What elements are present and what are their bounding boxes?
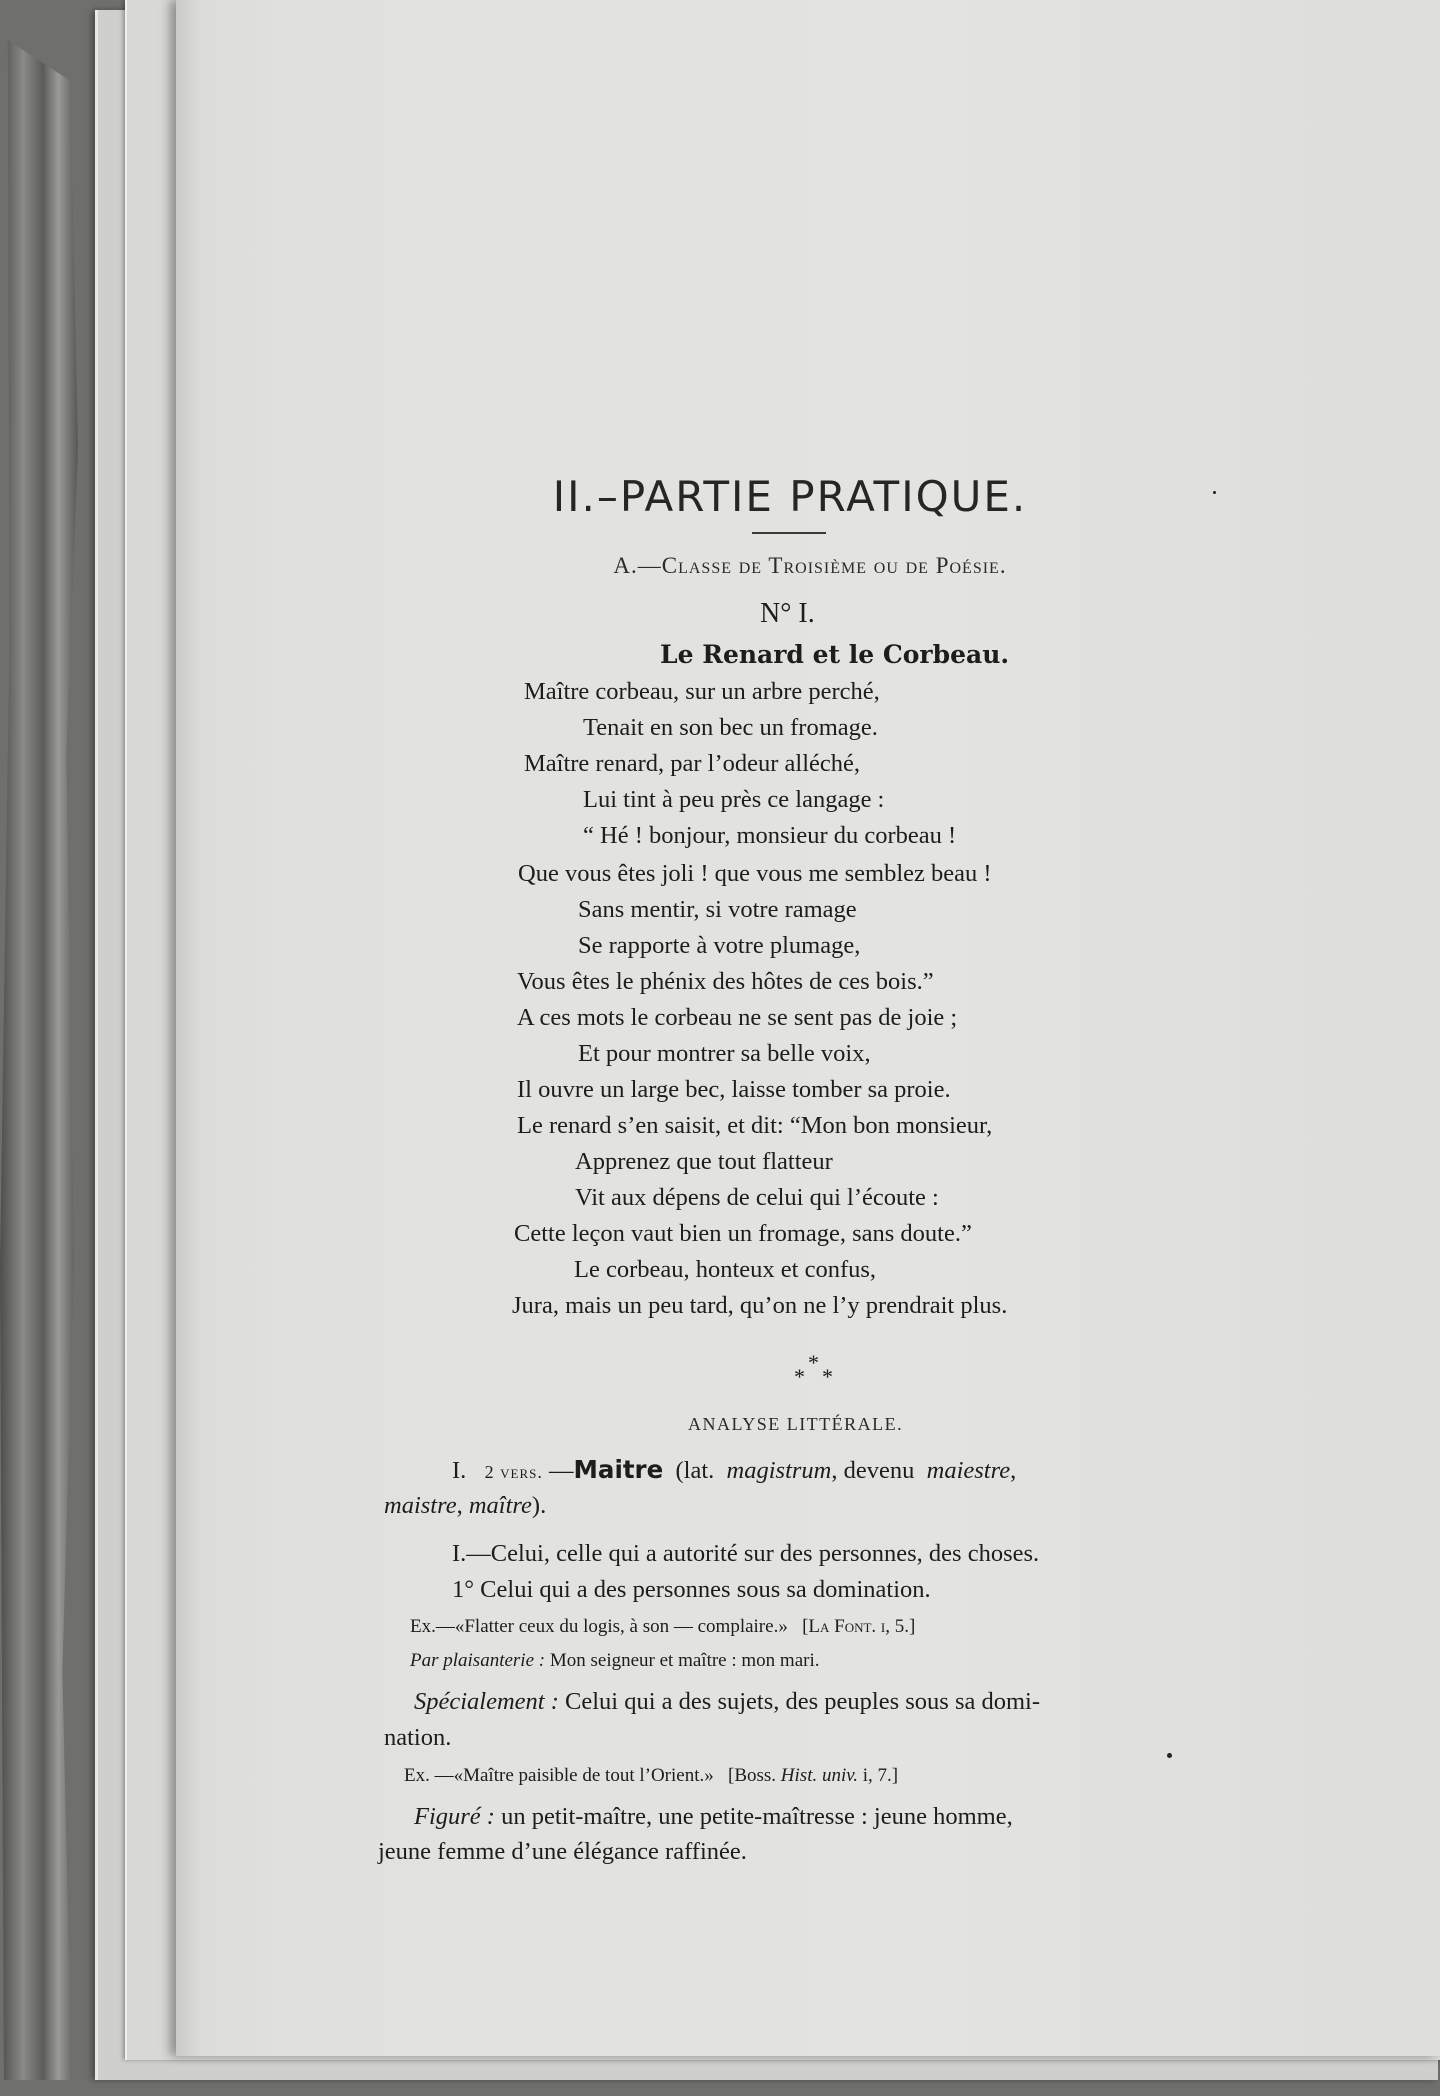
usage-label: Spécialement : bbox=[414, 1688, 559, 1715]
example-reference-close: i, 7.] bbox=[862, 1765, 899, 1786]
poem-line: Tenait en son bec un fromage. bbox=[583, 714, 878, 741]
entry-headword: Maitre bbox=[573, 1455, 664, 1484]
example-reference-title: Hist. univ. bbox=[780, 1765, 859, 1786]
definition-1a: 1° Celui qui a des personnes sous sa domination. bbox=[452, 1576, 931, 1603]
etymology-comma: , bbox=[456, 1492, 463, 1519]
figurative-usage-line1 bbox=[414, 1805, 1013, 1830]
figurative-usage-line2: jeune femme d’une élégance raffinée. bbox=[378, 1838, 747, 1865]
poem-line: Vit aux dépens de celui qui l’écoute : bbox=[575, 1184, 939, 1211]
usage-text: Celui qui a des sujets, des peuples sous sa domi- bbox=[565, 1688, 1041, 1715]
poem-line: “ Hé ! bonjour, monsieur du corbeau ! bbox=[583, 822, 957, 849]
separator-star: * bbox=[822, 1364, 833, 1389]
entry-dash: — bbox=[549, 1457, 574, 1484]
poem-line: Lui tint à peu près ce langage : bbox=[583, 786, 885, 813]
entry-ref-number: I. bbox=[452, 1457, 467, 1484]
entry-ref-verse: 2 vers. bbox=[484, 1462, 543, 1482]
poem-line: Jura, mais un peu tard, qu’on ne l’y prendrait plus. bbox=[512, 1292, 1008, 1319]
example-reference-open: [Boss. bbox=[728, 1765, 777, 1786]
ink-speck bbox=[1213, 491, 1216, 494]
etymology-form: maître bbox=[468, 1492, 532, 1519]
usage-label: Figuré : bbox=[414, 1803, 495, 1830]
poem-line: Le renard s’en saisit, et dit: “Mon bon monsieur, bbox=[517, 1112, 993, 1139]
special-usage-line2: nation. bbox=[384, 1724, 452, 1751]
poem-line: Que vous êtes joli ! que vous me semblez beau ! bbox=[518, 860, 992, 887]
special-usage-line1 bbox=[414, 1690, 1040, 1715]
usage-label: Par plaisanterie : bbox=[410, 1650, 546, 1671]
poem-line: Et pour montrer sa belle voix, bbox=[578, 1040, 871, 1067]
poem-number: N° I. bbox=[760, 598, 815, 629]
example-label: Ex. — bbox=[404, 1765, 454, 1786]
usage-text: un petit-maître, une petite-maîtresse : jeune homme, bbox=[501, 1803, 1013, 1830]
ink-speck bbox=[1167, 1753, 1172, 1758]
part-heading: II.–PARTIE PRATIQUE. bbox=[552, 472, 1028, 521]
poem-line: Maître corbeau, sur un arbre perché, bbox=[524, 678, 880, 705]
etymology-form: maistre bbox=[384, 1492, 457, 1519]
example-quote: «Flatter ceux du logis, à son — complaire.» bbox=[454, 1616, 788, 1637]
poem-line: A ces mots le corbeau ne se sent pas de joie ; bbox=[517, 1004, 958, 1031]
section-heading: A.—Classe de Troisième ou de Poésie. bbox=[613, 553, 1007, 578]
analysis-entry-line1 bbox=[452, 1455, 1017, 1484]
etymology-close: ). bbox=[531, 1492, 547, 1519]
poem-line: Vous êtes le phénix des hôtes de ces bois.” bbox=[517, 968, 934, 995]
etymology-comma: , bbox=[1010, 1457, 1017, 1484]
poem-line: Se rapporte à votre plumage, bbox=[578, 932, 861, 959]
poem-line: Sans mentir, si votre ramage bbox=[578, 896, 857, 923]
poem-line: Cette leçon vaut bien un fromage, sans doute.” bbox=[514, 1220, 972, 1247]
analysis-heading: ANALYSE LITTÉRALE. bbox=[688, 1414, 904, 1434]
analysis-entry-line2 bbox=[384, 1494, 546, 1519]
heading-rule bbox=[752, 532, 826, 534]
separator-star: * bbox=[794, 1364, 805, 1389]
definition-1: I.—Celui, celle qui a autorité sur des personnes, des choses. bbox=[452, 1540, 1040, 1567]
poem-title: Le Renard et le Corbeau. bbox=[660, 640, 1010, 669]
etymology-form: maiestre bbox=[926, 1457, 1011, 1484]
example-2 bbox=[404, 1766, 898, 1785]
example-quote: «Maître paisible de tout l’Orient.» bbox=[453, 1765, 714, 1786]
etymology-open: (lat. bbox=[675, 1457, 715, 1484]
etymology-mid: , devenu bbox=[831, 1457, 915, 1484]
example-1 bbox=[410, 1617, 915, 1636]
etymology-latin: magistrum bbox=[726, 1457, 832, 1484]
poem-line: Maître renard, par l’odeur alléché, bbox=[524, 750, 861, 777]
poem-line: Le corbeau, honteux et confus, bbox=[574, 1256, 877, 1283]
poem-line: Apprenez que tout flatteur bbox=[575, 1148, 833, 1175]
poem-line: Il ouvre un large bec, laisse tomber sa proie. bbox=[517, 1076, 951, 1103]
example-reference: [La Font. i, 5.] bbox=[802, 1616, 916, 1637]
jocular-usage bbox=[410, 1651, 820, 1670]
example-label: Ex.— bbox=[410, 1616, 455, 1637]
separator-star: * bbox=[808, 1350, 819, 1375]
usage-text: Mon seigneur et maître : mon mari. bbox=[549, 1650, 820, 1671]
